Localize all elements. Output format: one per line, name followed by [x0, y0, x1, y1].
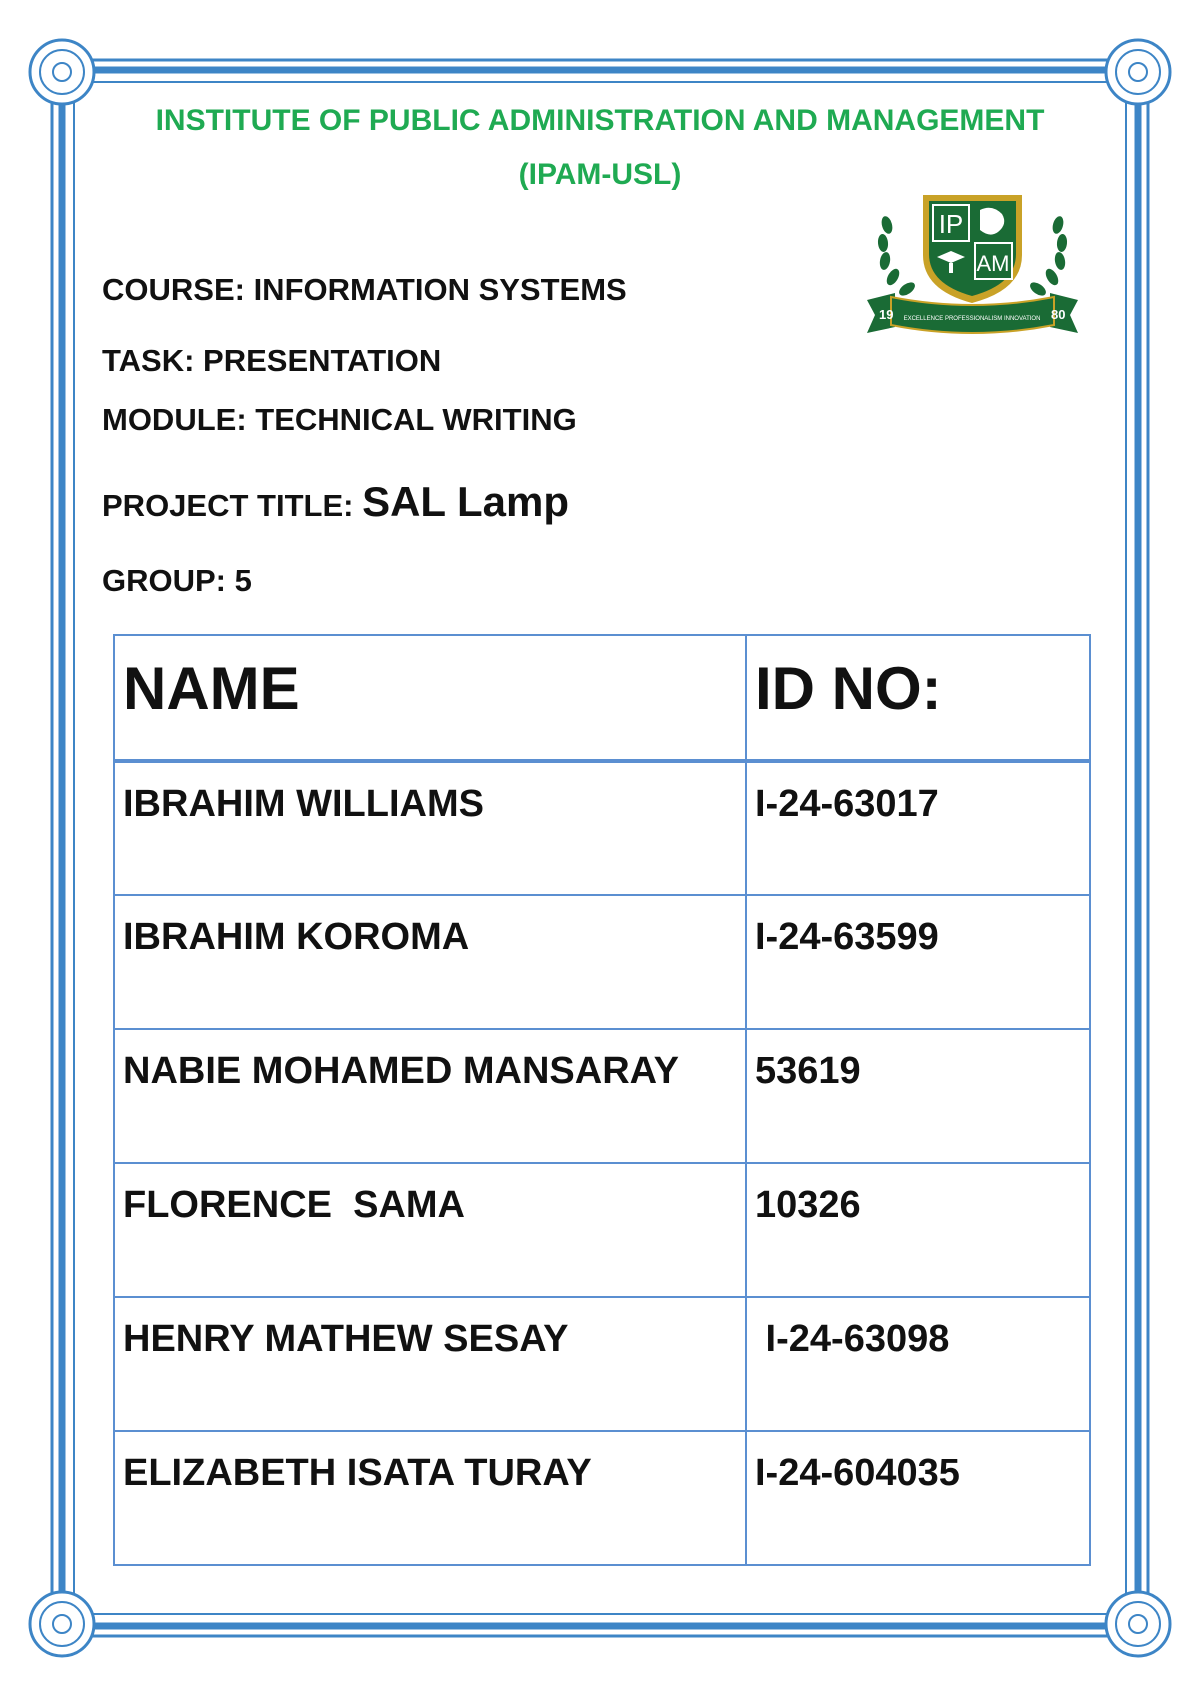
table-header-row [114, 635, 1090, 761]
table-row [114, 761, 1090, 895]
member-id: 10326 [746, 1163, 1090, 1297]
ipam-logo-icon [865, 185, 1080, 340]
table-row [114, 1029, 1090, 1163]
member-name: HENRY MATHEW SESAY [114, 1297, 746, 1431]
member-name: ELIZABETH ISATA TURAY [114, 1431, 746, 1565]
course-line: COURSE: INFORMATION SYSTEMS [102, 272, 627, 307]
table-row [114, 1163, 1090, 1297]
table-row [114, 895, 1090, 1029]
member-name: IBRAHIM KOROMA [114, 895, 746, 1029]
member-name: IBRAHIM WILLIAMS [114, 761, 746, 895]
project-title-line [102, 478, 569, 526]
institute-name: INSTITUTE OF PUBLIC ADMINISTRATION AND MANAGEMENT [155, 104, 1045, 137]
member-id: I-24-63098 [746, 1297, 1090, 1431]
group-line: GROUP: 5 [102, 563, 252, 598]
logo-ribbon-text: EXCELLENCE PROFESSIONALISM INNOVATION [903, 316, 1041, 322]
logo-ribbon-left: 19 [879, 307, 894, 322]
member-id: I-24-604035 [746, 1431, 1090, 1565]
institute-abbrev: (IPAM-USL) [518, 158, 682, 191]
logo-bottom-right: AM [976, 251, 1010, 276]
project-title-value: SAL Lamp [362, 478, 570, 525]
header-name: NAME [114, 635, 746, 761]
logo-top-left: IP [938, 209, 964, 239]
project-title-label: PROJECT TITLE: [102, 488, 363, 523]
member-name: FLORENCE SAMA [114, 1163, 746, 1297]
table-row [114, 1297, 1090, 1431]
task-line: TASK: PRESENTATION [102, 343, 442, 378]
member-name: NABIE MOHAMED MANSARAY [114, 1029, 746, 1163]
table-row [114, 1431, 1090, 1565]
module-line: MODULE: TECHNICAL WRITING [102, 402, 577, 437]
header-id: ID NO: [746, 635, 1090, 761]
members-table [113, 634, 1091, 1566]
member-id: I-24-63017 [746, 761, 1090, 895]
member-id: 53619 [746, 1029, 1090, 1163]
member-id: I-24-63599 [746, 895, 1090, 1029]
logo-ribbon-right: 80 [1051, 307, 1066, 322]
